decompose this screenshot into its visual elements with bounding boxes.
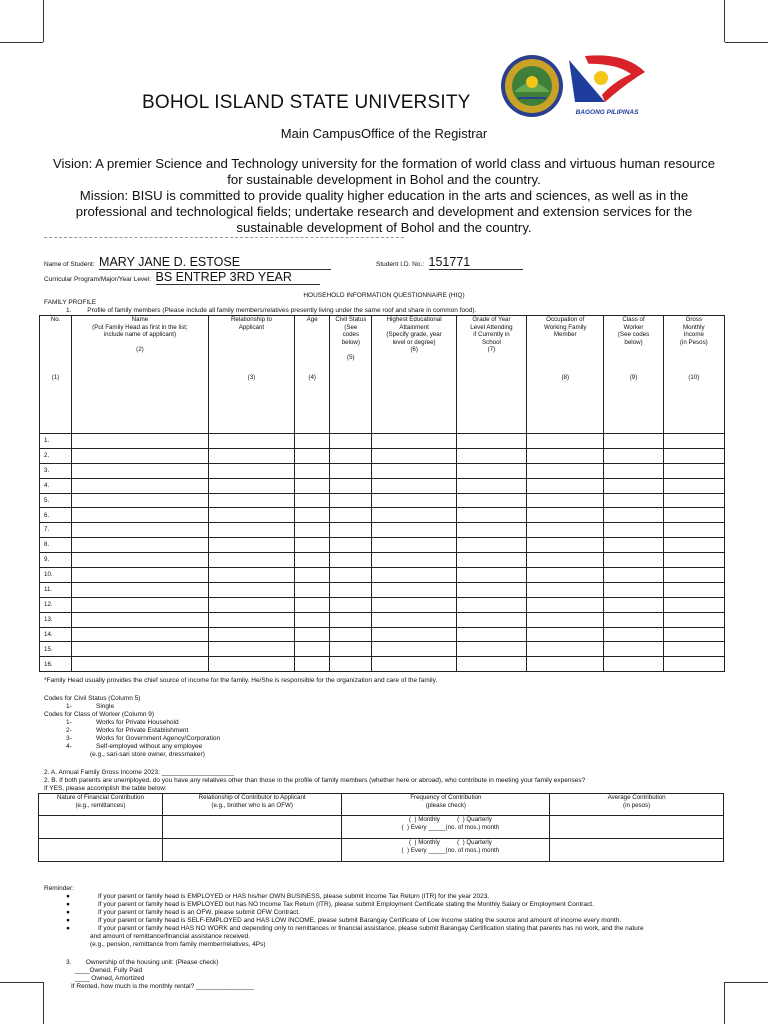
- column-header-label: Occupation of Working Family Member: [543, 316, 587, 339]
- table-cell[interactable]: [372, 463, 456, 478]
- table-cell[interactable]: [330, 538, 372, 553]
- frequency-line-every: ( ) Every _____(no. of mos.) month: [401, 823, 500, 831]
- table-cell[interactable]: [527, 568, 604, 583]
- contributor-relationship-cell[interactable]: [162, 816, 342, 839]
- table-row: [40, 657, 725, 672]
- row-number: 8.: [40, 538, 72, 553]
- table-cell[interactable]: [295, 597, 330, 612]
- crop-mark: [724, 0, 725, 42]
- table-cell[interactable]: [208, 582, 294, 597]
- table-row: [40, 463, 725, 478]
- table-cell[interactable]: [295, 612, 330, 627]
- table-cell[interactable]: [527, 523, 604, 538]
- row-number: 1.: [40, 434, 72, 449]
- bullet-icon: ●: [66, 925, 70, 932]
- column-number: (3): [247, 374, 256, 381]
- table-cell[interactable]: [456, 597, 526, 612]
- table-cell[interactable]: [295, 627, 330, 642]
- table-row: [40, 478, 725, 493]
- table-cell[interactable]: [527, 463, 604, 478]
- table-cell[interactable]: [456, 463, 526, 478]
- frequency-cell[interactable]: [342, 816, 550, 839]
- bullet-icon: ●: [66, 909, 70, 916]
- table-cell[interactable]: [663, 434, 724, 449]
- code-item: [44, 703, 364, 711]
- code-label: Self-employed without any employee: [96, 743, 203, 750]
- bullet-icon: ●: [66, 893, 70, 900]
- table-cell[interactable]: [72, 612, 209, 627]
- worker-class-heading: Codes for Class of Worker (Column 9): [44, 711, 155, 718]
- table-cell[interactable]: [663, 478, 724, 493]
- table-cell[interactable]: [527, 553, 604, 568]
- table-cell[interactable]: [456, 434, 526, 449]
- table-cell[interactable]: [72, 568, 209, 583]
- table-row: [40, 508, 725, 523]
- code-item: [44, 735, 364, 743]
- table-row: [40, 538, 725, 553]
- column-header: [208, 316, 294, 434]
- table-cell[interactable]: [330, 642, 372, 657]
- column-header: [372, 316, 456, 434]
- table-cell[interactable]: [295, 493, 330, 508]
- table-cell[interactable]: [456, 523, 526, 538]
- table-cell[interactable]: [372, 523, 456, 538]
- code-label: Works for Private Establishment: [96, 727, 189, 734]
- reminder-text: If your parent or family head is SELF-EMPLOYED and HAS LOW INCOME, please submit Barangay Certificate of Low Income stating the source and amount of income every month.: [98, 917, 622, 924]
- table-cell[interactable]: [663, 463, 724, 478]
- student-id-row: [376, 253, 523, 271]
- code-item: [44, 727, 364, 735]
- table-row: [40, 448, 725, 463]
- code-label: Works for Private Household: [96, 719, 179, 726]
- table-cell[interactable]: [208, 478, 294, 493]
- table-cell[interactable]: [604, 493, 663, 508]
- income-question-2b-yes: If YES, please accomplish the table below:: [44, 785, 167, 792]
- frequency-line-monthly: ( ) Monthly ( ) Quarterly: [408, 839, 492, 846]
- table-cell[interactable]: [663, 612, 724, 627]
- table-cell[interactable]: [372, 478, 456, 493]
- table-cell[interactable]: [663, 597, 724, 612]
- table-cell[interactable]: [456, 657, 526, 672]
- table-cell[interactable]: [72, 538, 209, 553]
- bagong-pilipinas-text: BAGONG PILIPINAS: [575, 109, 639, 116]
- vision-text: Vision: A premier Science and Technology university for the formation of world class and virtuous human resource for sustainable development in Bohol and the country.: [52, 156, 716, 187]
- table-cell[interactable]: [604, 627, 663, 642]
- column-number: (8): [561, 374, 570, 381]
- instruction-text: Profile of family members (Please include all family members/relatives presently living under the same roof and share in common food).: [87, 307, 477, 314]
- table-cell[interactable]: [456, 448, 526, 463]
- row-number: 13.: [40, 612, 72, 627]
- code-label: Works for Government Agency/Corporation: [96, 735, 221, 742]
- frequency-cell[interactable]: [342, 839, 550, 862]
- reminder-text: If your parent or family head HAS NO WORK and depending only to remittances or financial assistance, please submit Barangay Certification stating that parents has no work, and the nature: [98, 925, 644, 932]
- reminder-item: [66, 901, 726, 909]
- table-cell[interactable]: [604, 612, 663, 627]
- table-row: [40, 582, 725, 597]
- reminder-item: [66, 893, 726, 901]
- table-cell[interactable]: [372, 508, 456, 523]
- table-cell[interactable]: [604, 582, 663, 597]
- table-cell[interactable]: [208, 642, 294, 657]
- row-number: 10.: [40, 568, 72, 583]
- table-cell[interactable]: [208, 627, 294, 642]
- row-number: 6.: [40, 508, 72, 523]
- code-number: 4-: [66, 743, 72, 750]
- contribution-nature-cell[interactable]: [39, 839, 163, 862]
- table-cell[interactable]: [527, 538, 604, 553]
- reminder-example: (e.g., pension, remittance from family member/relatives, 4Ps): [90, 941, 266, 948]
- row-number: 9.: [40, 553, 72, 568]
- table-cell[interactable]: [372, 627, 456, 642]
- table-cell[interactable]: [663, 448, 724, 463]
- table-cell[interactable]: [208, 463, 294, 478]
- row-number: 14.: [40, 627, 72, 642]
- table-cell[interactable]: [527, 642, 604, 657]
- column-number: (10): [688, 374, 700, 381]
- program-label: Curricular Program/Major/Year Level:: [44, 276, 152, 283]
- table-cell[interactable]: [604, 553, 663, 568]
- reminder-text: If your parent or family head is an OFW, please submit OFW Contract.: [98, 909, 300, 916]
- family-profile-table: [39, 315, 725, 672]
- table-cell[interactable]: [663, 493, 724, 508]
- reminder-text: If your parent or family head is EMPLOYED but has NO Income Tax Return (ITR), please submit Employment Certificate stating the Monthly Salary or Employment Contract.: [98, 901, 594, 908]
- table-cell[interactable]: [72, 523, 209, 538]
- table-cell[interactable]: [295, 538, 330, 553]
- reminder-item: [66, 917, 726, 925]
- table-row: [40, 434, 725, 449]
- table-cell[interactable]: [604, 642, 663, 657]
- table-cell[interactable]: [295, 508, 330, 523]
- table-cell[interactable]: [295, 478, 330, 493]
- row-number: 7.: [40, 523, 72, 538]
- table-row: [40, 553, 725, 568]
- column-header: [72, 316, 209, 434]
- code-number: 3-: [66, 735, 72, 742]
- table-cell[interactable]: [72, 553, 209, 568]
- table-cell[interactable]: [208, 553, 294, 568]
- table-cell[interactable]: [604, 508, 663, 523]
- table-row: [40, 627, 725, 642]
- table-cell[interactable]: [604, 657, 663, 672]
- table-row: [40, 612, 725, 627]
- mission-text: Mission: BISU is committed to provide quality higher education in the arts and sciences, as well as in the professional and technological fields; undertake research and development and extension services for the sustainable development of Bohol and the country.: [75, 188, 693, 235]
- family-profile-instruction: [66, 307, 476, 315]
- program-field[interactable]: BS ENTREP 3RD YEAR: [156, 270, 320, 285]
- table-cell[interactable]: [527, 582, 604, 597]
- table-cell[interactable]: [72, 597, 209, 612]
- university-title: BOHOL ISLAND STATE UNIVERSITY: [142, 92, 471, 113]
- table-cell[interactable]: [663, 538, 724, 553]
- table-cell[interactable]: [456, 493, 526, 508]
- financial-column-header: Frequency of Contribution (please check): [342, 794, 550, 816]
- table-cell[interactable]: [456, 538, 526, 553]
- income-question-2a: 2. A. Annual Family Gross Income 2023: ____________________: [44, 769, 235, 776]
- table-cell[interactable]: [663, 568, 724, 583]
- table-cell[interactable]: [527, 478, 604, 493]
- table-cell[interactable]: [295, 434, 330, 449]
- table-cell[interactable]: [208, 657, 294, 672]
- frequency-line-every: ( ) Every _____(no. of mos.) month: [401, 846, 500, 854]
- table-cell[interactable]: [663, 627, 724, 642]
- bagong-pilipinas-logo: [565, 54, 649, 114]
- contributor-relationship-cell[interactable]: [162, 839, 342, 862]
- table-cell[interactable]: [604, 523, 663, 538]
- average-contribution-cell[interactable]: [550, 839, 724, 862]
- table-cell[interactable]: [330, 627, 372, 642]
- table-cell[interactable]: [295, 657, 330, 672]
- average-contribution-cell[interactable]: [550, 816, 724, 839]
- row-number: 15.: [40, 642, 72, 657]
- table-cell[interactable]: [604, 538, 663, 553]
- university-seal: [500, 54, 564, 118]
- table-cell[interactable]: [330, 448, 372, 463]
- crop-mark: [0, 42, 43, 43]
- table-cell[interactable]: [208, 434, 294, 449]
- table-cell[interactable]: [372, 642, 456, 657]
- table-cell[interactable]: [295, 523, 330, 538]
- crop-mark: [725, 982, 768, 983]
- table-cell[interactable]: [663, 508, 724, 523]
- table-cell[interactable]: [72, 493, 209, 508]
- table-cell[interactable]: [527, 493, 604, 508]
- table-cell[interactable]: [372, 582, 456, 597]
- table-cell[interactable]: [295, 463, 330, 478]
- table-cell[interactable]: [456, 508, 526, 523]
- table-cell[interactable]: [527, 597, 604, 612]
- table-cell[interactable]: [456, 627, 526, 642]
- table-cell[interactable]: [72, 657, 209, 672]
- table-cell[interactable]: [330, 597, 372, 612]
- table-cell[interactable]: [208, 538, 294, 553]
- table-cell[interactable]: [604, 448, 663, 463]
- table-cell[interactable]: [295, 642, 330, 657]
- table-cell[interactable]: [208, 493, 294, 508]
- reminder-heading: Reminder:: [44, 885, 74, 892]
- row-number: 5.: [40, 493, 72, 508]
- table-row: [40, 493, 725, 508]
- table-cell[interactable]: [330, 523, 372, 538]
- column-number: (4): [308, 374, 316, 381]
- income-question-2b: 2. B. If both parents are unemployed, do you have any relatives other than those in the profile of family members (whether here or abroad), who contribute in meeting your family expenses?: [44, 777, 586, 784]
- table-cell[interactable]: [527, 627, 604, 642]
- table-cell[interactable]: [208, 597, 294, 612]
- table-cell[interactable]: [330, 657, 372, 672]
- table-cell[interactable]: [72, 582, 209, 597]
- table-cell[interactable]: [330, 553, 372, 568]
- contribution-nature-cell[interactable]: [39, 816, 163, 839]
- table-cell[interactable]: [604, 463, 663, 478]
- table-cell[interactable]: [372, 657, 456, 672]
- table-row: [40, 568, 725, 583]
- column-header-label: Gross Monthly Income (in Pesos): [679, 316, 708, 346]
- column-header: [330, 316, 372, 434]
- housing-option-amortized[interactable]: ____ Owned, Amortized: [75, 975, 145, 982]
- code-item: [44, 719, 364, 727]
- program-row: [44, 268, 320, 286]
- table-cell[interactable]: [72, 434, 209, 449]
- column-number: (1): [51, 374, 60, 381]
- table-cell[interactable]: [295, 553, 330, 568]
- table-cell[interactable]: [330, 508, 372, 523]
- crop-mark: [725, 42, 768, 43]
- financial-column-header: Nature of Financial Contribution (e.g., remittances): [39, 794, 163, 816]
- table-cell[interactable]: [604, 434, 663, 449]
- column-header: [295, 316, 330, 434]
- table-cell[interactable]: [330, 463, 372, 478]
- reminder-item: [66, 909, 726, 917]
- table-cell[interactable]: [663, 657, 724, 672]
- civil-status-heading: Codes for Civil Status (Column 5): [44, 695, 141, 702]
- table-cell[interactable]: [372, 553, 456, 568]
- code-item: [44, 743, 364, 751]
- form-title: HOUSEHOLD INFORMATION QUESTIONNAIRE (HIQ): [303, 292, 465, 299]
- housing-rent-question: If Rented, how much is the monthly rental? ________________: [71, 983, 254, 990]
- table-cell[interactable]: [604, 478, 663, 493]
- code-label: Single: [96, 703, 115, 710]
- table-cell[interactable]: [330, 434, 372, 449]
- id-label: Student I.D. No.:: [376, 261, 425, 268]
- column-header: [456, 316, 526, 434]
- row-number: 11.: [40, 582, 72, 597]
- table-cell[interactable]: [208, 523, 294, 538]
- table-cell[interactable]: [456, 478, 526, 493]
- table-cell[interactable]: [663, 582, 724, 597]
- crop-mark: [43, 982, 44, 1024]
- table-cell[interactable]: [295, 582, 330, 597]
- table-cell[interactable]: [208, 448, 294, 463]
- table-cell[interactable]: [527, 508, 604, 523]
- crop-mark: [43, 0, 44, 42]
- reminder-list: [66, 893, 726, 933]
- table-cell[interactable]: [527, 612, 604, 627]
- office-subtitle: Main CampusOffice of the Registrar: [280, 126, 488, 141]
- reminder-text: If your parent or family head is EMPLOYED or HAS his/her OWN BUSINESS, please submit Income Tax Return (ITR) for the year 2023.: [98, 893, 490, 900]
- code-number: 1-: [66, 703, 72, 710]
- crop-mark: [0, 982, 43, 983]
- table-cell[interactable]: [456, 642, 526, 657]
- table-cell[interactable]: [456, 612, 526, 627]
- table-row: [40, 523, 725, 538]
- id-field[interactable]: 151771: [429, 255, 523, 270]
- table-cell[interactable]: [72, 627, 209, 642]
- financial-column-header: Average Contribution (in pesos): [550, 794, 724, 816]
- column-header-label: No.: [50, 316, 61, 323]
- vision-statement: [0, 156, 768, 236]
- family-head-footnote: *Family Head usually provides the chief source of income for the family. He/She is responsible for the organization and care of the family.: [44, 677, 438, 684]
- column-header-label: Civil Status (See codes below) (5): [335, 316, 367, 361]
- row-number: 16.: [40, 657, 72, 672]
- reminder-item: [66, 925, 726, 933]
- table-cell[interactable]: [72, 642, 209, 657]
- table-cell[interactable]: [456, 553, 526, 568]
- row-number: 2.: [40, 448, 72, 463]
- table-cell[interactable]: [208, 508, 294, 523]
- column-header: [527, 316, 604, 434]
- table-cell[interactable]: [72, 478, 209, 493]
- table-cell[interactable]: [330, 478, 372, 493]
- table-cell[interactable]: [604, 568, 663, 583]
- reminder-continuation: and amount of remittance/financial assistance received.: [90, 933, 251, 940]
- worker-code-note: (e.g., sari-sari store owner, dressmaker): [90, 751, 205, 758]
- table-cell[interactable]: [372, 493, 456, 508]
- table-cell[interactable]: [72, 448, 209, 463]
- table-cell[interactable]: [372, 434, 456, 449]
- name-label: Name of Student:: [44, 261, 95, 268]
- code-number: 1-: [66, 719, 72, 726]
- codes-section: [44, 695, 364, 759]
- code-number: 2-: [66, 727, 72, 734]
- table-cell[interactable]: [372, 448, 456, 463]
- table-cell[interactable]: [330, 582, 372, 597]
- table-cell[interactable]: [295, 568, 330, 583]
- column-header-label: Highest Educational Attainment (Specify grade, year level or degree) (6): [386, 316, 442, 354]
- table-cell[interactable]: [527, 434, 604, 449]
- table-cell[interactable]: [456, 582, 526, 597]
- row-number: 12.: [40, 597, 72, 612]
- bullet-icon: ●: [66, 917, 70, 924]
- column-header: [40, 316, 72, 434]
- column-header: [604, 316, 663, 434]
- column-header-label: Relationship to Applicant: [230, 316, 272, 331]
- divider: [44, 237, 404, 238]
- table-cell[interactable]: [456, 568, 526, 583]
- table-cell[interactable]: [372, 612, 456, 627]
- column-header-label: Grade of Year Level Attending if Currently in School (7): [470, 316, 513, 354]
- crop-mark: [724, 982, 725, 1024]
- table-cell[interactable]: [663, 642, 724, 657]
- table-cell[interactable]: [604, 597, 663, 612]
- table-cell[interactable]: [330, 612, 372, 627]
- financial-column-header: Relationship of Contributor to Applicant (e.g., brother who is an OFW): [162, 794, 342, 816]
- row-number: 3.: [40, 463, 72, 478]
- column-header-label: Age: [306, 316, 318, 323]
- table-cell[interactable]: [330, 493, 372, 508]
- table-row: [40, 642, 725, 657]
- housing-question: 3. Ownership of the housing unit: (Please check): [66, 959, 219, 966]
- column-number: (9): [629, 374, 638, 381]
- bullet-icon: ●: [66, 901, 70, 908]
- table-cell[interactable]: [208, 612, 294, 627]
- table-cell[interactable]: [663, 553, 724, 568]
- frequency-line-monthly: ( ) Monthly ( ) Quarterly: [408, 816, 492, 823]
- column-header-label: Name (Put Family Head as first in the list; include name of applicant) (2): [92, 316, 188, 354]
- table-cell[interactable]: [208, 568, 294, 583]
- row-number: 4.: [40, 478, 72, 493]
- family-profile-heading: FAMILY PROFILE: [44, 299, 97, 306]
- table-cell[interactable]: [372, 597, 456, 612]
- table-cell[interactable]: [72, 463, 209, 478]
- financial-contribution-table: [38, 793, 724, 862]
- table-cell[interactable]: [295, 448, 330, 463]
- column-header: [663, 316, 724, 434]
- table-cell[interactable]: [372, 568, 456, 583]
- table-cell[interactable]: [330, 568, 372, 583]
- name-field[interactable]: MARY JANE D. ESTOSE: [99, 255, 331, 270]
- item-number: 1.: [66, 307, 72, 314]
- table-cell[interactable]: [527, 657, 604, 672]
- table-cell[interactable]: [72, 508, 209, 523]
- table-row: [40, 597, 725, 612]
- column-header-label: Class of Worker (See codes below): [617, 316, 650, 346]
- table-cell[interactable]: [663, 523, 724, 538]
- table-cell[interactable]: [527, 448, 604, 463]
- housing-option-fully-paid[interactable]: ____Owned, Fully Paid: [75, 967, 143, 974]
- table-cell[interactable]: [372, 538, 456, 553]
